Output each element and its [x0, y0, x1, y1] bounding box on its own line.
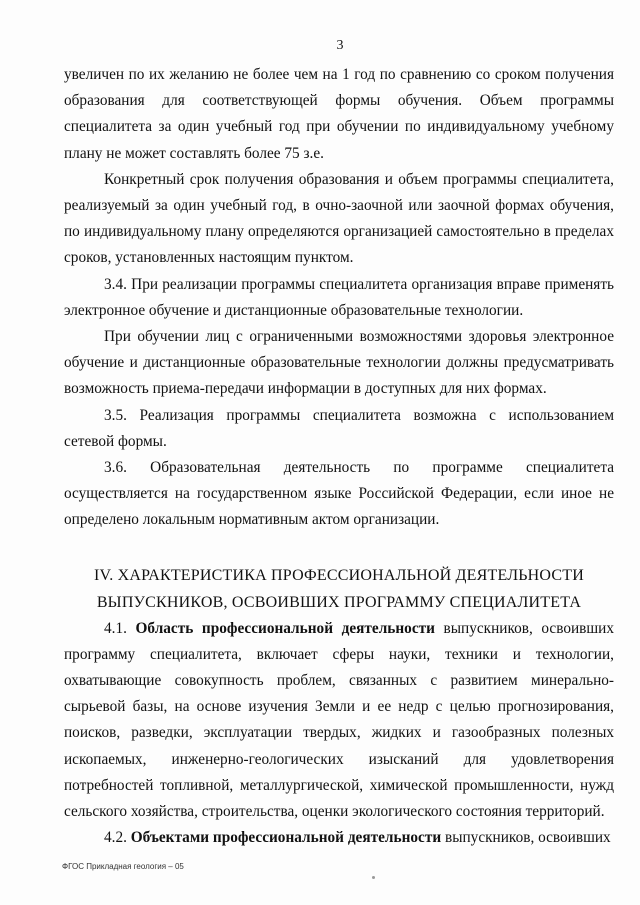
paragraph-continuation: увеличен по их желанию не более чем на 1 год по сравнению со сроком получения образования для соответствующей формы обучения. Объем программы специалитета за один учебный год при обучении по индивидуальному учебному плану не может составлять более 75 з.е. — [64, 66, 614, 162]
paragraph-duration: Конкретный срок получения образования и объем программы специалитета, реализуемый за один учебный год, в очно-заочной или заочной формах обучения, по индивидуальному плану определяются организацией самостоятельно в пределах сроков, установленных настоящим пунктом. — [64, 170, 614, 267]
paragraph-4-2-text: выпускников, освоивших — [441, 829, 611, 847]
paragraph-3-4: 3.4. При реализации программы специалитета организация вправе применять электронное обучение и дистанционные образовательные технологии. — [64, 275, 614, 319]
paragraph-3-6: 3.6. Образовательная деятельность по программе специалитета осуществляется на государственном языке Российской Федерации, если иное не определено локальным нормативным актом организации. — [64, 459, 614, 529]
paragraph-4-1-term: Область профессиональной деятельности — [135, 619, 435, 637]
paragraph-4-2-term: Объектами профессиональной деятельности — [130, 829, 442, 847]
section-heading-line-1: IV. ХАРАКТЕРИСТИКА ПРОФЕССИОНАЛЬНОЙ ДЕЯТЕЛЬНОСТИ — [94, 566, 584, 584]
page-number: 3 — [336, 38, 344, 53]
scan-speck — [372, 876, 375, 879]
paragraph-disabilities: При обучении лиц с ограниченными возможностями здоровья электронное обучение и дистанционные образовательные технологии должны предусматривать возможность приема-передачи информации в доступных для них формах. — [64, 328, 614, 398]
paragraph-4-1 — [64, 616, 614, 826]
paragraph-4-2-number: 4.2. — [104, 829, 131, 847]
paragraph-4-2 — [64, 825, 614, 851]
paragraph-4-1-text: выпускников, освоивших программу специалитета, включает сферы науки, техники и технологии, охватывающие совокупность проблем, связанных с развитием минерально-сырьевой базы, на основе изучения Земли и ее недр с целью прогнозирования, поисков, разведки, эксплуатации твердых, жидких и газообразных полезных ископаемых, инженерно-геологических изысканий для удовлетворения потребностей топливной, металлургической, химической промышленности, нужд сельского хозяйства, строительства, оценки экологического состояния территорий. — [64, 619, 614, 821]
footer-label: ФГОС Прикладная геология – 05 — [62, 862, 184, 871]
section-heading-line-2: ВЫПУСКНИКОВ, ОСВОИВШИХ ПРОГРАММУ СПЕЦИАЛИТЕТА — [96, 593, 582, 611]
paragraph-3-5: 3.5. Реализация программы специалитета возможна с использованием сетевой формы. — [64, 406, 614, 450]
document-body — [64, 62, 614, 851]
paragraph-4-1-number: 4.1. — [104, 619, 136, 637]
section-heading — [64, 562, 614, 616]
